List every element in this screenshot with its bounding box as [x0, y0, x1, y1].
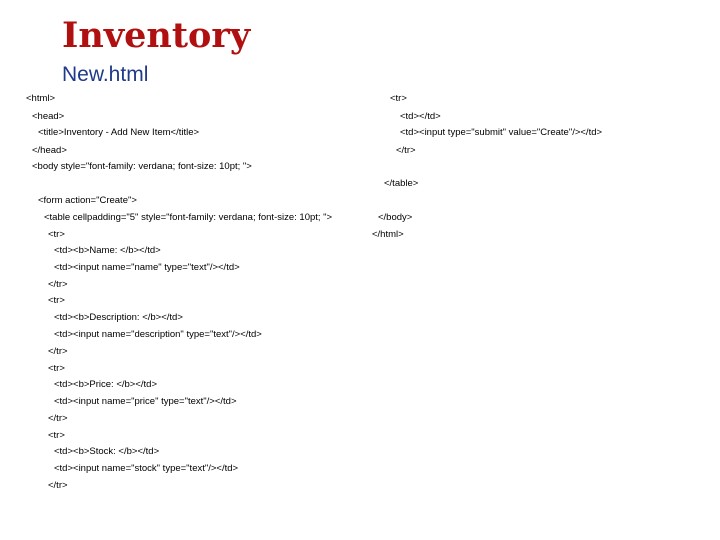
code-line: <html>	[26, 93, 56, 104]
code-line: <tr>	[48, 430, 65, 441]
code-line: <td><input type="submit" value="Create"/></td>	[400, 127, 603, 138]
code-line: <tr>	[48, 229, 65, 240]
code-line: </html>	[372, 229, 404, 240]
code-line: </tr>	[48, 346, 68, 357]
code-line: <td><input name="price" type="text"/></td>	[54, 396, 237, 407]
code-line: <body style="font-family: verdana; font-size: 10pt; ">	[32, 161, 252, 172]
code-line: </table>	[384, 178, 419, 189]
code-line: <td><input name="description" type="text"/></td>	[54, 329, 262, 340]
code-line: </tr>	[48, 279, 68, 290]
code-line: <title>Inventory - Add New Item</title>	[38, 127, 200, 138]
code-line: <td></td>	[400, 111, 441, 122]
code-line: </body>	[378, 212, 413, 223]
code-line: <form action="Create">	[38, 195, 137, 206]
code-line: <td><b>Price: </b></td>	[54, 379, 157, 390]
code-line: <tr>	[48, 363, 65, 374]
slide-subtitle: New.html	[62, 63, 149, 86]
code-line: <tr>	[390, 93, 407, 104]
code-line: </tr>	[396, 145, 416, 156]
code-line: <td><input name="stock" type="text"/></td>	[54, 463, 239, 474]
code-line: <td><b>Name: </b></td>	[54, 245, 161, 256]
slide-title: Inventory	[62, 15, 251, 56]
code-line: </tr>	[48, 413, 68, 424]
code-line: <table cellpadding="5" style="font-family: verdana; font-size: 10pt; ">	[44, 212, 333, 223]
code-line: <td><input name="name" type="text"/></td>	[54, 262, 240, 273]
code-line: </head>	[32, 145, 67, 156]
code-line: </tr>	[48, 480, 68, 491]
code-line: <head>	[32, 111, 65, 122]
code-line: <td><b>Stock: </b></td>	[54, 446, 160, 457]
code-line: <td><b>Description: </b></td>	[54, 312, 183, 323]
code-line: <tr>	[48, 295, 65, 306]
